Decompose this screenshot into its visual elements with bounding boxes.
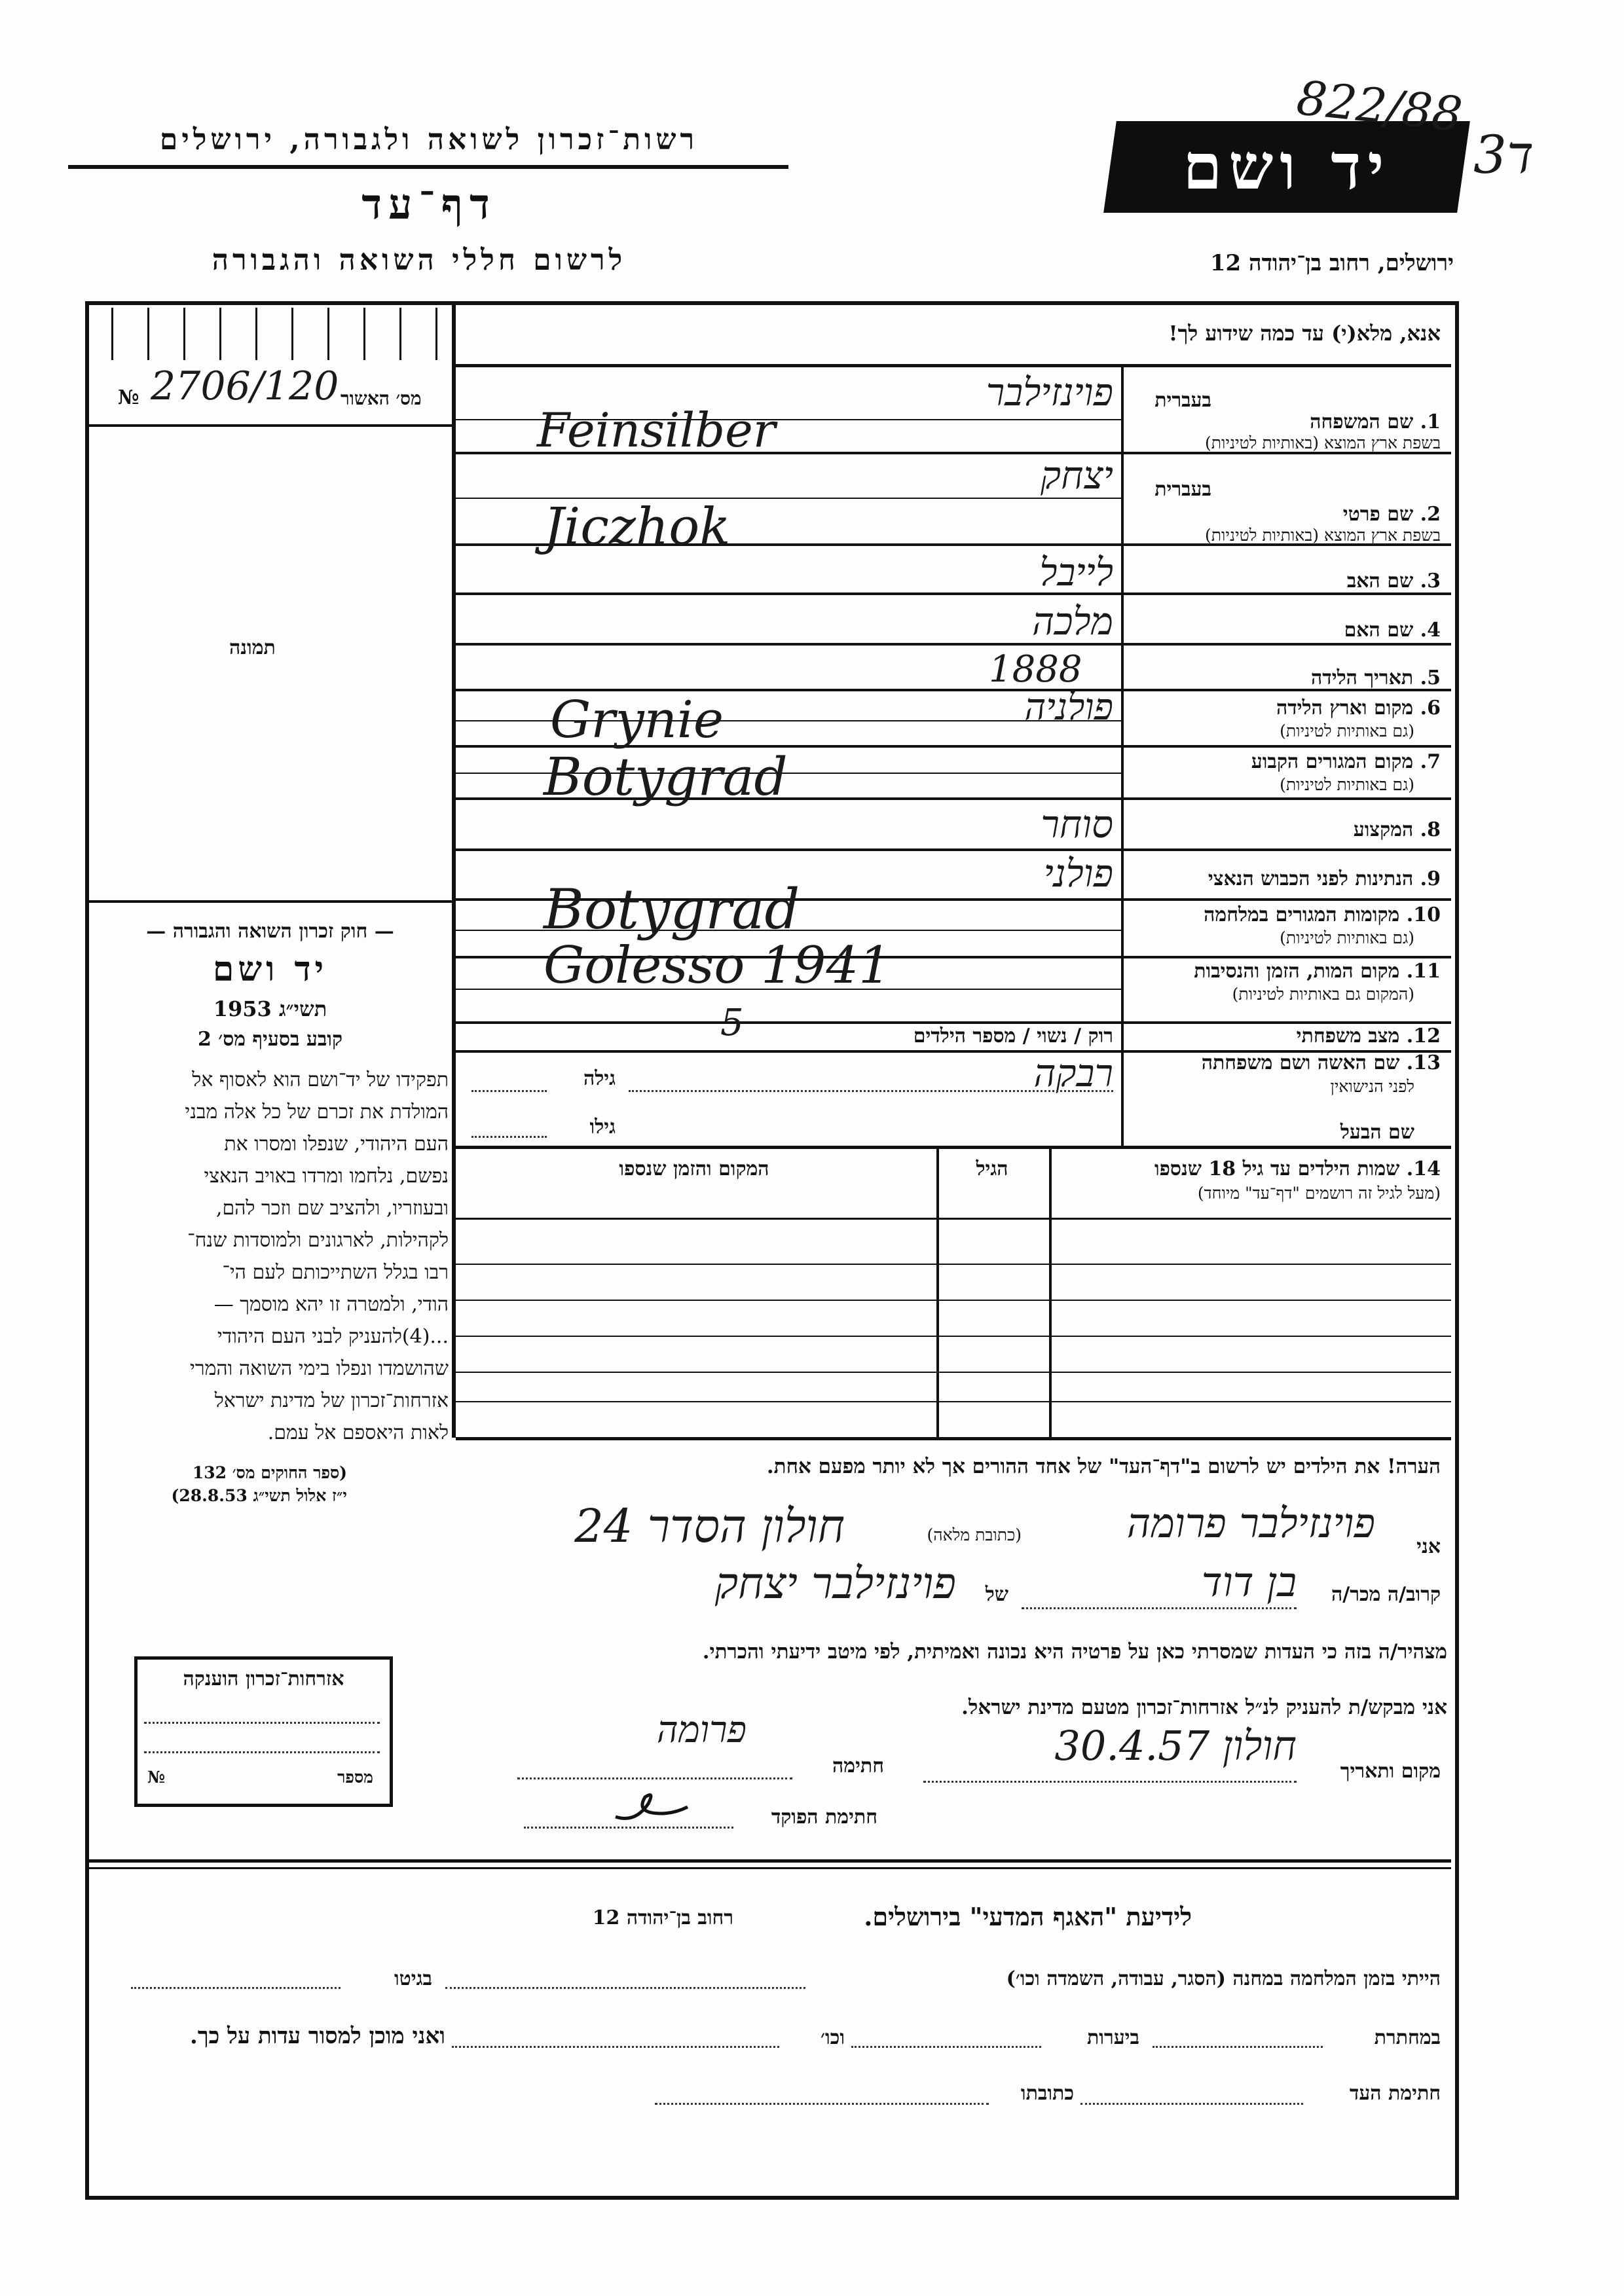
law-text-line: לקהילות, לארגונים ולמוסדות שנח־ xyxy=(187,1229,449,1252)
field-14-num: 14. xyxy=(1406,1157,1441,1180)
field-9-name: הנתינות לפני הכבוש הנאצי xyxy=(1208,867,1414,890)
husband-age-label: גילו xyxy=(589,1116,616,1139)
citizenship-box xyxy=(134,1656,393,1807)
hebrew-col-1: בעברית xyxy=(1154,389,1211,412)
field-13-name: שם האשה ושם משפחתה xyxy=(1201,1051,1400,1074)
law-text-line: ...(4)להעניק לבני העם היהודי xyxy=(217,1325,449,1348)
field-3-value: לייבל xyxy=(1039,550,1113,594)
law-text-line: העם היהודי, שנפלו ומסרו את xyxy=(224,1133,449,1156)
field-2-num: 2. xyxy=(1420,503,1441,526)
approval-label: מס׳ האשור xyxy=(341,388,422,409)
law-text-line: אזרחות־זכרון של מדינת ישראל xyxy=(214,1389,449,1412)
field-2-sub: בשפת ארץ המוצא (באותיות לטיניות) xyxy=(1205,526,1441,545)
children-col-age: הגיל xyxy=(976,1157,1008,1180)
law-clause: קובע בסעיף מס׳ 2 xyxy=(197,1028,343,1051)
archive-number: 822/88 xyxy=(1294,69,1466,143)
field-1-hebrew: פוינזילבר xyxy=(986,370,1113,414)
footer-line-2-end: ואני מוכן למסור עדות על כך. xyxy=(190,2023,445,2049)
law-text-line: הודי, ולמטרה זו יהא מוסמך — xyxy=(213,1293,449,1316)
field-4-name: שם האם xyxy=(1344,619,1414,642)
field-8-num: 8. xyxy=(1420,818,1441,841)
intro-rule xyxy=(456,364,1451,367)
law-text-line: תפקידו של יד־ושם הוא לאסוף אל xyxy=(192,1068,449,1091)
field-11-name: מקום המות, הזמן והנסיבות xyxy=(1194,960,1400,983)
footer-address: רחוב בן־יהודה 12 xyxy=(592,1906,733,1929)
field-4-value: מלכה xyxy=(1032,599,1113,644)
logo-text: יד ושם xyxy=(1183,130,1391,204)
field-10-name: מקומות המגורים במלחמה xyxy=(1204,903,1400,926)
field-8-label xyxy=(1198,818,1441,841)
field-6-name: מקום וארץ הלידה xyxy=(1276,697,1414,720)
field-1-latin: Feinsilber xyxy=(537,403,776,458)
header-address: ירושלים, רחוב בן־יהודה 12 xyxy=(1209,250,1454,276)
hebrew-col-2: בעברית xyxy=(1154,478,1211,501)
field-3-label xyxy=(1198,570,1441,592)
field-13-age-label: גילה xyxy=(583,1067,616,1090)
law-text-line: לאות היאספם אל עמם. xyxy=(267,1421,449,1444)
decl-ani-value: פוינזילבר פרומה xyxy=(1126,1499,1375,1547)
law-year-num: 1953 xyxy=(213,996,272,1021)
law-text-line: ובעוזריו, ולהציב שם וזכר להם, xyxy=(215,1197,449,1220)
footer-line-2-a: במחתרת xyxy=(1374,2026,1441,2049)
field-9-label xyxy=(1126,867,1441,890)
decl-officer-label: חתימת הפוקד xyxy=(771,1806,877,1829)
field-14-label xyxy=(1054,1157,1441,1180)
field-11-sub: (המקום גם באותיות לטיניות) xyxy=(1232,985,1414,1004)
footer-line-2-c: וכו׳ xyxy=(821,2026,845,2049)
laws-date: י״ז אלול תשי״ג 28.8.53) xyxy=(171,1486,347,1505)
citizenship-number-symbol: № xyxy=(147,1768,166,1787)
field-7-name: מקום המגורים הקבוע xyxy=(1251,750,1414,773)
footer-line-3-a: חתימת העד xyxy=(1349,2082,1441,2105)
field-2-latin: Jiczhok xyxy=(544,498,731,556)
decl-of-value: פוינזילבר יצחק xyxy=(714,1558,956,1609)
archive-mark: ד3 xyxy=(1473,124,1534,185)
husband-label: שם הבעל xyxy=(1340,1121,1414,1144)
field-10-sub: (גם באותיות לטיניות) xyxy=(1280,928,1414,947)
field-8-value: סוחר xyxy=(1041,802,1113,847)
children-bottom-rule xyxy=(456,1437,1451,1440)
approval-number-symbol: № xyxy=(118,386,139,409)
field-14-name: שמות הילדים עד גיל 18 שנספו xyxy=(1154,1157,1400,1180)
officer-signature-mark xyxy=(609,1777,694,1830)
field-3-num: 3. xyxy=(1420,570,1441,592)
field-13-label xyxy=(1126,1051,1441,1074)
field-12-value: 5 xyxy=(720,1002,744,1044)
footer-line-1-end: בגיטו xyxy=(394,1967,432,1990)
field-7-num: 7. xyxy=(1420,750,1441,773)
decl-place-date-value: חולון 30.4.57 xyxy=(1054,1722,1297,1770)
decl-request: אני מבקש/ת להעניק לנ״ל אזרחות־זכרון מטעם מדינת ישראל. xyxy=(961,1696,1447,1719)
field-5-num: 5. xyxy=(1420,666,1441,689)
field-6-sub: (גם באותיות לטיניות) xyxy=(1280,721,1414,740)
field-5-label xyxy=(1198,666,1441,689)
field-9-num: 9. xyxy=(1420,867,1441,890)
field-10-latin: Botygrad xyxy=(544,877,800,941)
field-8-name: המקצוע xyxy=(1353,818,1414,841)
field-12-num: 12. xyxy=(1406,1025,1441,1048)
law-text-line: נפשם, נלחמו ומרדו באויב הנאצי xyxy=(204,1165,449,1188)
field-6-num: 6. xyxy=(1420,697,1441,720)
field-13-num: 13. xyxy=(1406,1051,1441,1074)
field-7-label xyxy=(1153,750,1441,773)
field-1-num: 1. xyxy=(1420,410,1441,433)
form-title: דף־עד xyxy=(361,180,496,229)
field-12-options: רוק / נשוי / מספר הילדים xyxy=(913,1025,1113,1048)
field-1-label xyxy=(1198,410,1441,433)
decl-statement: מצהיר/ה בזה כי העדות שמסרתי כאן על פרטיה היא נכונה ואמיתית, לפי מיטב ידיעתי והכרתי. xyxy=(702,1640,1447,1664)
field-2-hebrew: יצחק xyxy=(1041,453,1113,498)
law-text-line: שהושמדו ונפלו בימי השואה והמרי xyxy=(189,1357,449,1380)
field-10-num: 10. xyxy=(1406,903,1441,926)
field-11-latin: Golesso 1941 xyxy=(544,936,891,995)
field-2-name: שם פרטי xyxy=(1342,503,1414,526)
note: הערה! את הילדים יש לרשום ב"דף־העד" של אחד ההורים אך לא יותר מפעם אחת. xyxy=(766,1455,1441,1478)
approval-number: 2706/120 xyxy=(151,363,339,409)
field-7-sub: (גם באותיות לטיניות) xyxy=(1280,775,1414,794)
law-text-line: רבו בגלל השתייכותם לעם הי־ xyxy=(222,1261,449,1284)
field-4-num: 4. xyxy=(1420,619,1441,642)
photo-label: תמונה xyxy=(229,636,276,659)
children-col-divider-2 xyxy=(936,1149,939,1437)
footer-line-2-b: ביערות xyxy=(1086,2026,1139,2049)
field-13-sub: לפני הנישואין xyxy=(1330,1077,1414,1096)
field-5-name: תאריך הלידה xyxy=(1311,666,1414,689)
field-9-value: פולני xyxy=(1043,851,1113,896)
footer-rule-1 xyxy=(89,1859,1451,1863)
approval-ticks xyxy=(98,308,445,360)
field-7-latin: Botygrad xyxy=(544,746,788,807)
field-12-name: מצב משפחתי xyxy=(1296,1025,1400,1048)
law-yad-vashem: יד ושם xyxy=(212,949,328,989)
field-1-name: שם המשפחה xyxy=(1310,410,1414,433)
footer-title: לידיעת "האגף המדעי" בירושלים. xyxy=(864,1902,1192,1931)
law-text-line: המולדת את זכרם של כל אלה מבני xyxy=(185,1101,449,1123)
left-column-divider xyxy=(452,305,456,1438)
citizenship-number-label: מספר xyxy=(337,1768,373,1787)
field-10-label xyxy=(1126,903,1441,926)
citizenship-box-title: אזרחות־זכרון הוענקה xyxy=(183,1667,344,1690)
laws-ref: (ספר החוקים מס׳ 132 xyxy=(192,1463,347,1482)
decl-signature-label: חתימה xyxy=(832,1755,884,1777)
law-year xyxy=(92,996,449,1021)
decl-address-label: (כתובת מלאה) xyxy=(927,1525,1022,1544)
field-11-num: 11. xyxy=(1406,960,1441,983)
decl-relative-label: קרוב/ה מכר/ה xyxy=(1331,1583,1441,1606)
label-column-divider xyxy=(1121,367,1124,1146)
field-14-sub: (מעל לגיל זה רושמים "דף־עד" מיוחד) xyxy=(1197,1184,1441,1203)
law-title: — חוק זכרון השואה והגבורה — xyxy=(146,920,394,943)
authority-name: רשות־זכרון לשואה ולגבורה, ירושלים xyxy=(159,123,699,156)
field-6-latin: Grynie xyxy=(550,691,724,750)
decl-place-date-label: מקום ותאריך xyxy=(1340,1760,1441,1783)
field-2-label xyxy=(1198,503,1441,526)
law-year-heb: תשי״ג xyxy=(278,996,327,1021)
decl-of-label: של xyxy=(985,1583,1008,1606)
field-4-label xyxy=(1198,619,1441,642)
field-6-hebrew: פולניה xyxy=(1024,686,1113,729)
form-intro: אנא, מלא(י) עד כמה שידוע לך! xyxy=(1168,321,1441,346)
decl-signature-value: פרומה xyxy=(656,1709,747,1751)
field-5-value: 1888 xyxy=(989,648,1082,691)
footer-line-3-b: כתובתו xyxy=(1020,2082,1074,2105)
children-col-divider-1 xyxy=(1049,1149,1052,1437)
field-6-label xyxy=(1153,697,1441,720)
field-12-label xyxy=(1153,1025,1441,1048)
footer-rule-2 xyxy=(89,1867,1451,1869)
children-col-place: המקום והזמן שנספו xyxy=(619,1157,769,1180)
field-13-value: רבקה xyxy=(1033,1051,1113,1095)
decl-relative-value: בן דוד xyxy=(1201,1558,1297,1606)
footer-line-1: הייתי בזמן המלחמה במחנה (הסגר, עבודה, השמדה וכו׳) xyxy=(1006,1967,1441,1990)
law-text xyxy=(95,1064,449,1449)
decl-ani: אני xyxy=(1416,1535,1441,1558)
field-3-name: שם האב xyxy=(1346,570,1414,592)
field-11-label xyxy=(1126,960,1441,983)
decl-address-value: חולון הסדר 24 xyxy=(574,1499,845,1553)
header-rule xyxy=(68,165,788,169)
field-1-sub: בשפת ארץ המוצא (באותיות לטיניות) xyxy=(1205,433,1441,452)
form-subtitle: לרשום חללי השואה והגבורה xyxy=(212,244,627,277)
approval-rule xyxy=(89,424,452,427)
